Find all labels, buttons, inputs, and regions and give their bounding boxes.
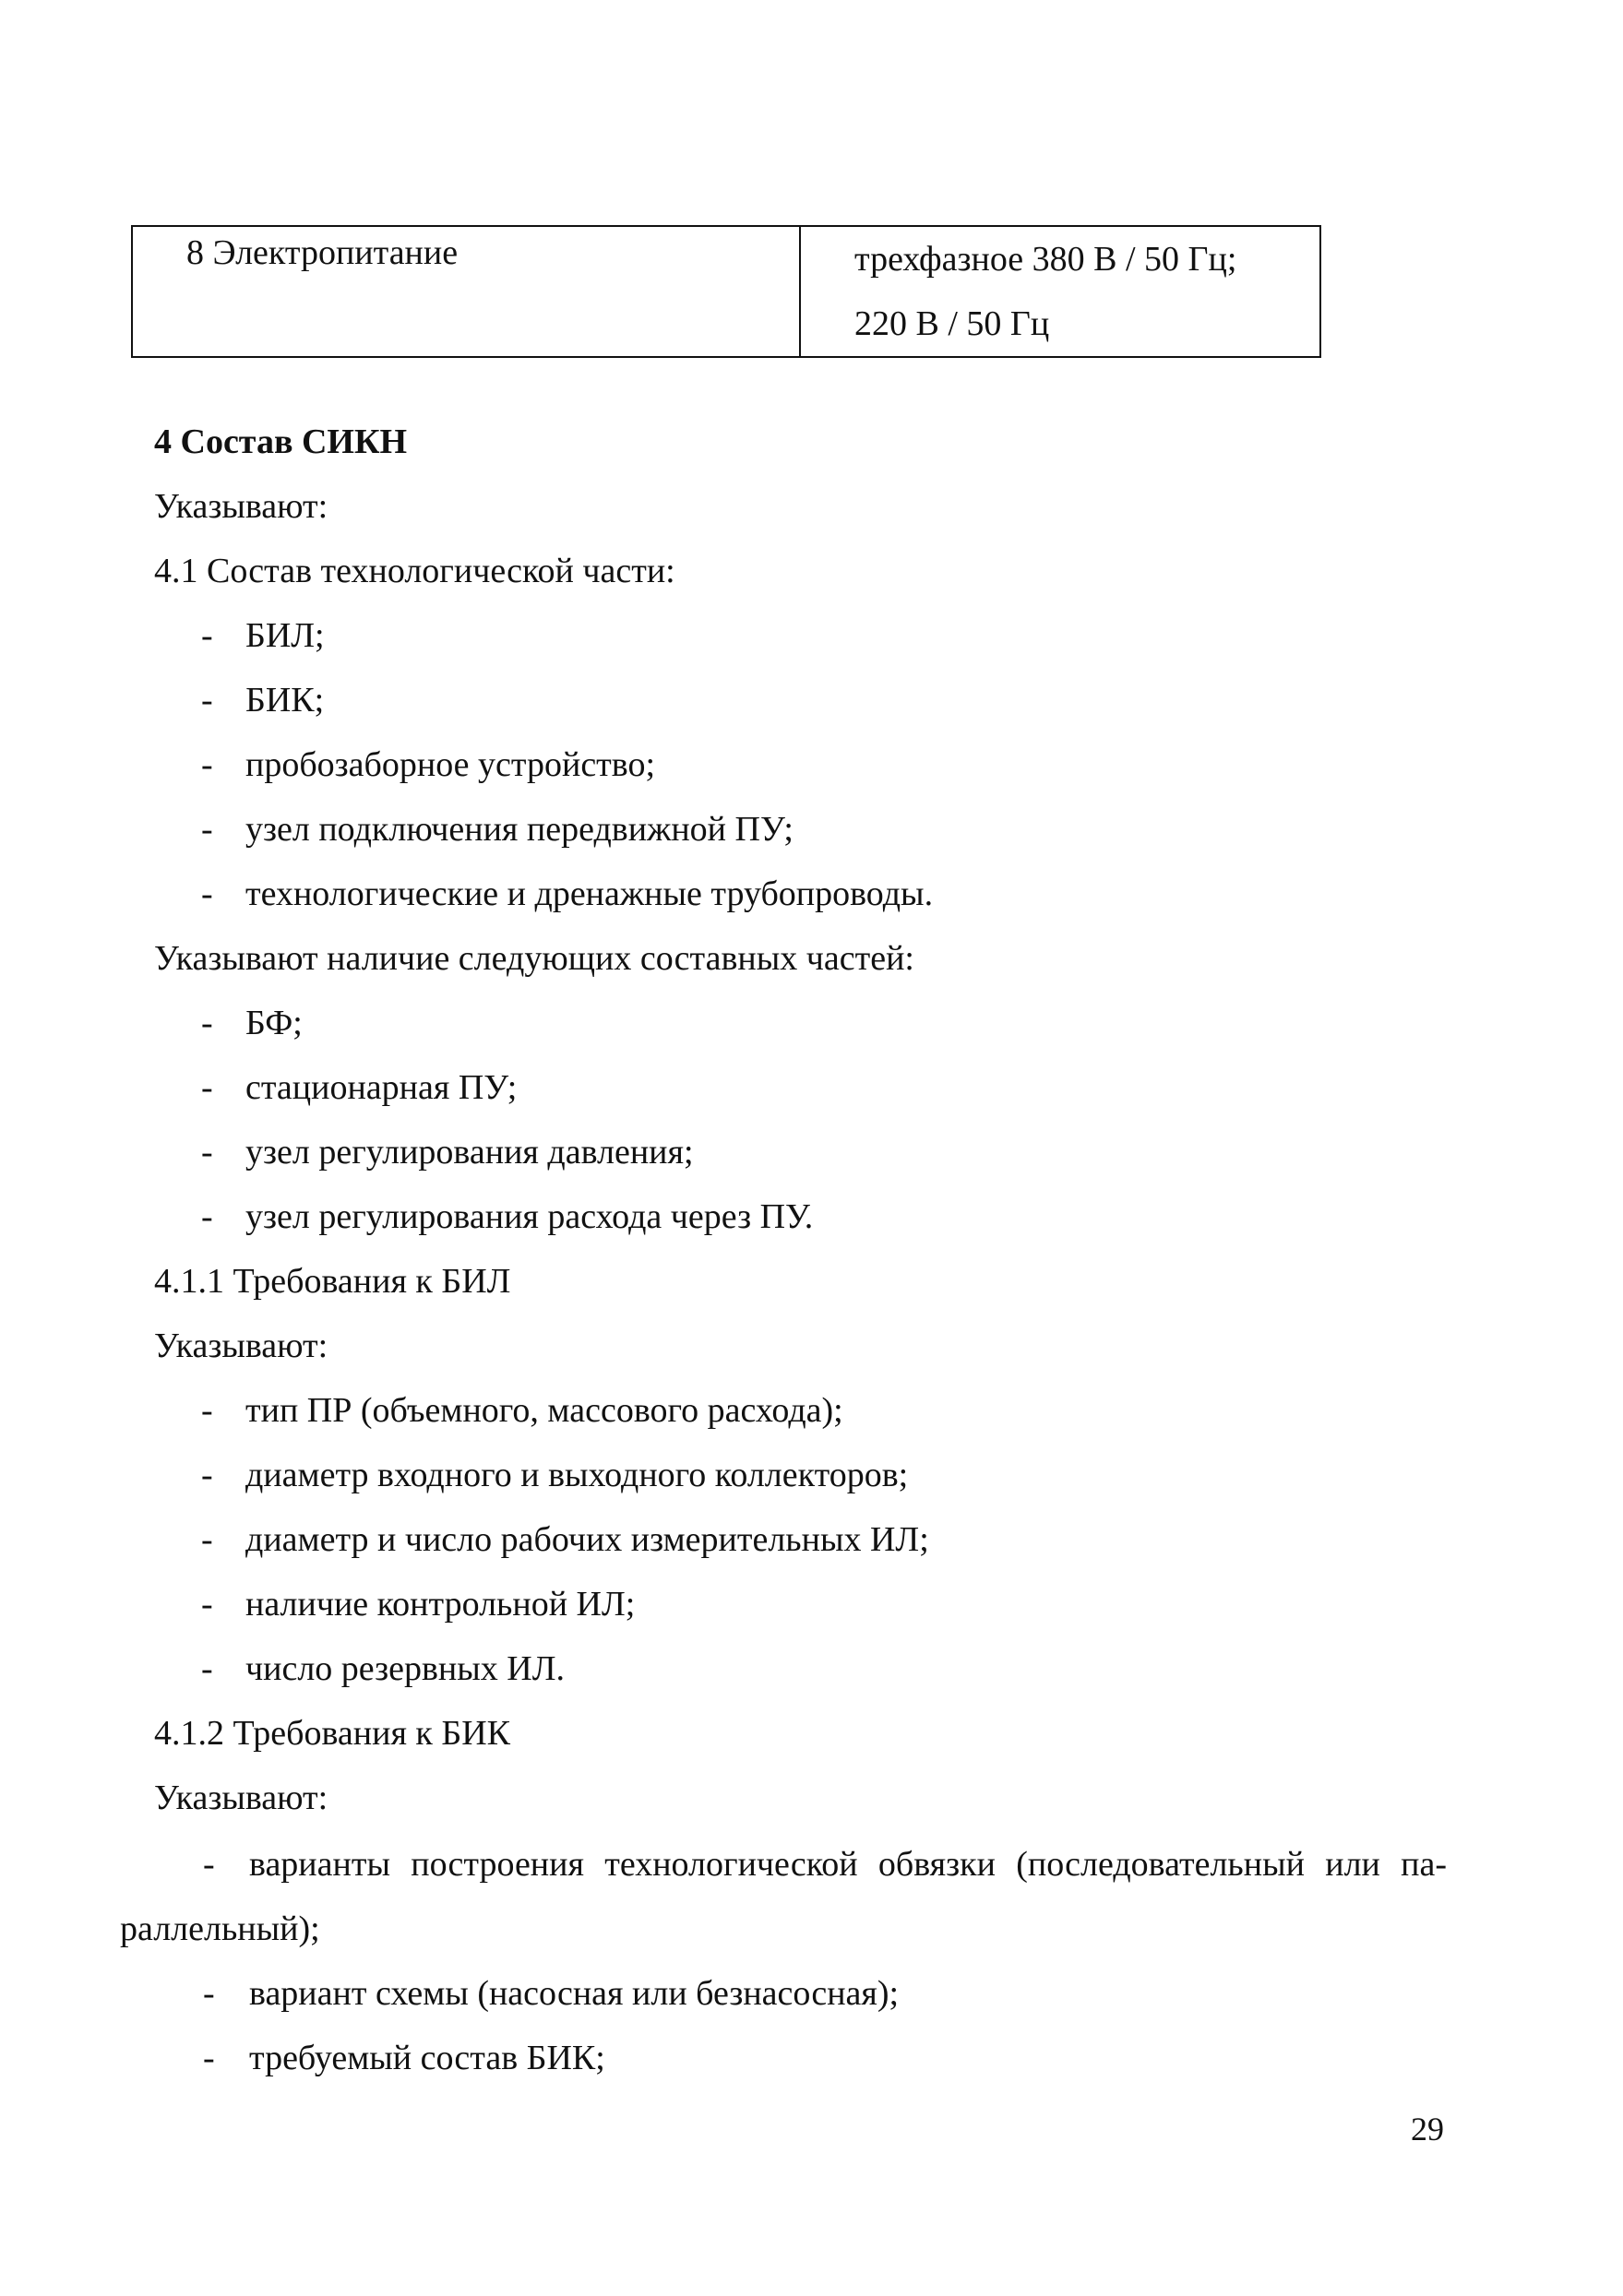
list-bullet: - [203,1845,215,1884]
list-item: диаметр входного и выходного коллекторов; [245,1456,909,1494]
parameter-label: 8 Электропитание [186,233,459,272]
value-line-1: трехфазное 380 В / 50 Гц; [854,240,1237,279]
list-item: БИК; [245,681,325,720]
list-bullet: - [203,1974,215,2013]
list-item: варианты построения технологической обвязки (последовательный или па- [249,1845,1447,1884]
list-bullet: - [201,810,213,849]
list-bullet: - [201,616,213,655]
list-bullet: - [201,681,213,720]
list-item: узел регулирования давления; [245,1133,694,1172]
power-supply-table [131,225,1321,358]
list-item: число резервных ИЛ. [245,1649,566,1688]
table-row [132,226,1320,357]
list-item: узел подключения передвижной ПУ; [245,810,794,849]
list-bullet: - [201,1520,213,1559]
section-title: 4 Состав СИКН [154,422,408,461]
list-item: пробозаборное устройство; [245,745,656,784]
list-item-continuation: раллельный); [120,1909,320,1948]
list-bullet: - [201,1585,213,1624]
list-bullet: - [201,1133,213,1172]
list-item: технологические и дренажные трубопроводы. [245,874,934,913]
list-item: БФ; [245,1004,303,1042]
table-cell-value [800,226,1320,357]
indicate-text: Указывают: [154,1779,328,1817]
list-item: узел регулирования расхода через ПУ. [245,1197,814,1236]
table-cell-parameter [132,226,800,357]
subsection-title: 4.1 Состав технологической части: [154,552,675,590]
list-bullet: - [201,1068,213,1107]
list-bullet: - [203,2039,215,2077]
list-item: стационарная ПУ; [245,1068,518,1107]
list-bullet: - [201,1649,213,1688]
indicate-text: Указывают: [154,487,328,526]
list-bullet: - [201,1391,213,1430]
value-line-2: 220 В / 50 Гц [854,304,1050,343]
list-bullet: - [201,1197,213,1236]
list-bullet: - [201,874,213,913]
list-bullet: - [201,1456,213,1494]
subsection-title: 4.1.1 Требования к БИЛ [154,1262,511,1301]
page-number: 29 [1411,2111,1444,2147]
indicate-text: Указывают: [154,1326,328,1365]
list-item: требуемый состав БИК; [249,2039,605,2077]
list-item: БИЛ; [245,616,325,655]
list-item: вариант схемы (насосная или безнасосная); [249,1974,900,2013]
list-bullet: - [201,745,213,784]
indicate-text: Указывают наличие следующих составных частей: [154,939,914,978]
list-item: наличие контрольной ИЛ; [245,1585,636,1624]
list-item: тип ПР (объемного, массового расхода); [245,1391,843,1430]
list-item: диаметр и число рабочих измерительных ИЛ; [245,1520,929,1559]
subsection-title: 4.1.2 Требования к БИК [154,1714,510,1753]
list-bullet: - [201,1004,213,1042]
